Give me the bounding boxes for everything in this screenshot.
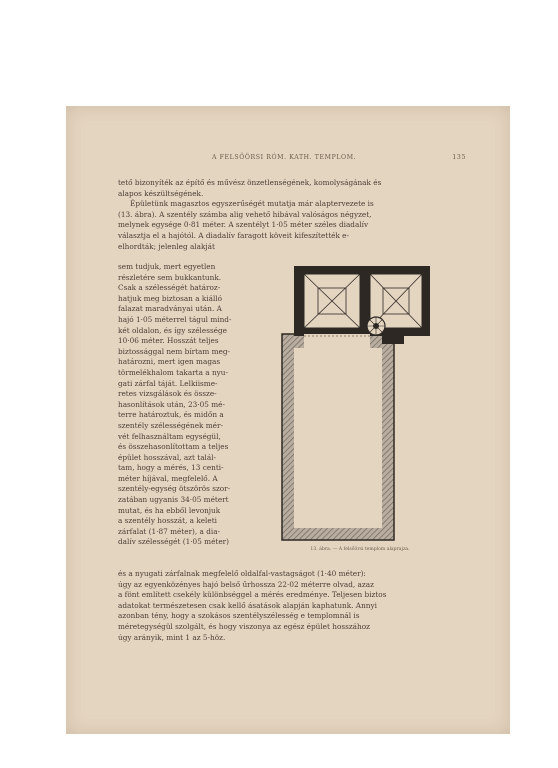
text-line: mutat, és ha ebből levonjuk [118, 505, 221, 515]
text-line: retes vizsgálások és össze- [118, 389, 217, 399]
text-line: (13. ábra). A szentély számba alig vehető hibával valóságos négyzet, [118, 209, 372, 219]
text-line: Csak a szélességét határoz- [118, 283, 221, 293]
body-text-bottom [118, 569, 490, 643]
text-line: részletére sem bukkantunk. [118, 272, 222, 282]
text-line: elhordták; jelenleg alakját [118, 241, 215, 251]
running-title: A FELSŐÖRSI RÓM. KATH. TEMPLOM. [212, 154, 357, 161]
text-line: méretegységül szolgált, és hogy viszonya az egész épület hosszához [118, 621, 370, 631]
text-line: a szentély hosszát, a keleti [118, 516, 217, 526]
text-line: dalív szélességét (1·05 méter) [118, 537, 229, 547]
text-line: gati zárfal táját. Lelkiisme- [118, 378, 218, 388]
text-line: hasonlítások után, 23·05 mé- [118, 399, 225, 409]
body-text-top [118, 178, 490, 252]
nave-interior [294, 348, 382, 528]
book-page [66, 106, 510, 734]
figure-caption: 13. ábra. — A felsőörsi templom alaprajza. [310, 547, 410, 552]
text-line: szentély szélességének mér- [118, 420, 223, 430]
text-line: úgy arányik, mint 1 az 5-höz. [118, 632, 226, 642]
text-line: szentély-egység ötszörös szor- [118, 484, 231, 494]
text-line: a fönt említett csekély különbséggel a mérés eredménye. Teljesen biztos [118, 590, 387, 600]
text-line: tető bizonyíték az építő és művész önzetlenségének, komolyságának és [118, 178, 382, 187]
text-line: terre határoztuk, és midőn a [118, 410, 224, 420]
text-line: épület hosszával, azt talál- [118, 452, 217, 462]
text-line: méter híjával, megfelelő. A [118, 473, 218, 483]
text-line: hatjuk meg biztosan a kiálló [118, 293, 223, 303]
text-line: két oldalon, és így szélessége [118, 325, 227, 335]
text-line: törmelékhalom takarta a nyu- [118, 367, 228, 377]
page-number: 135 [452, 154, 466, 161]
church-floor-plan [280, 264, 434, 544]
text-line: 10·06 méter. Hosszát teljes [118, 336, 219, 346]
text-line: sem tudjuk, mert egyetlen [118, 262, 216, 271]
text-line: melynek egysége 0·81 méter. A szentélyt 1·05 méter széles diadalív [118, 220, 369, 230]
text-line: falazat maradványai után. A [118, 304, 222, 314]
text-line: alapos készültségének. [118, 188, 204, 198]
text-line: és összehasonlítottam a teljes [118, 442, 229, 452]
body-text-column [118, 262, 304, 548]
text-line: úgy az egyenközényes hajó belső űrhossza 22·02 méterre olvad, azaz [118, 579, 374, 589]
text-line: vét felhasználtam egységül, [118, 431, 221, 441]
text-line: Épületünk magasztos egyszerűségét mutatja már alaptervezete is [130, 199, 374, 209]
text-line: azonban tény, hogy a szokásos szentélyszélesség e templomnál is [118, 611, 360, 621]
text-line: adatokat természetesen csak kellő ásatások alapján kaphatunk. Annyi [118, 600, 377, 610]
text-line: zatában ugyanis 34·05 métert [118, 495, 229, 505]
text-line: és a nyugati zárfalnak megfelelő oldalfal-vastagságot (1·40 méter): [118, 569, 366, 578]
text-line: határozni, mert igen magas [118, 357, 221, 367]
text-line: tam, hogy a mérés, 13 centi- [118, 463, 224, 473]
text-line: zárfalat (1·87 méter), a dia- [118, 526, 221, 536]
text-line: hajó 1·05 méterrel tágul mind- [118, 314, 232, 324]
text-line: biztossággal nem bírtam meg- [118, 346, 231, 356]
text-line: választja el a hajótól. A diadalív faragott köveit kifeszítették e- [118, 230, 349, 240]
